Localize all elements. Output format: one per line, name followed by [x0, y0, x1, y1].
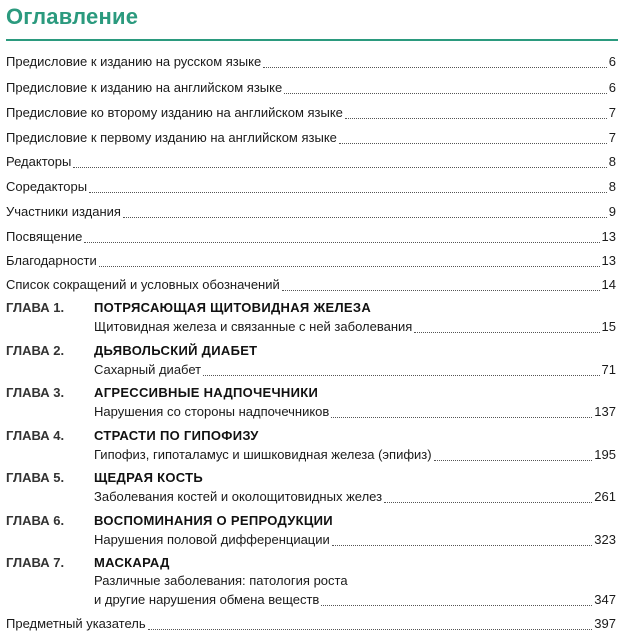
dot-leader: [331, 405, 592, 418]
chapter-label: ГЛАВА 7.: [6, 555, 65, 570]
toc-entry-page: 7: [608, 130, 616, 145]
toc-entry[interactable]: [6, 79, 616, 97]
toc-entry[interactable]: [6, 104, 616, 122]
toc-entry[interactable]: [6, 252, 616, 270]
dot-leader: [148, 617, 593, 630]
toc-entry-text: Предметный указатель: [6, 616, 146, 631]
toc-entry[interactable]: [6, 276, 616, 294]
chapter-label: ГЛАВА 3.: [6, 385, 65, 400]
chapter-subtitle: Сахарный диабет: [94, 362, 202, 377]
toc-entry-page: 397: [594, 616, 616, 631]
dot-leader: [384, 490, 592, 503]
chapter-entry[interactable]: [94, 318, 616, 336]
chapter-subtitle: Нарушения со стороны надпочечников: [94, 404, 330, 419]
toc-entry[interactable]: [6, 129, 616, 147]
dot-leader: [263, 55, 607, 68]
dot-leader: [123, 205, 607, 218]
chapter-title[interactable]: СТРАСТИ ПО ГИПОФИЗУ: [94, 428, 259, 443]
chapter-entry[interactable]: [94, 446, 616, 464]
toc-entry-page: 14: [601, 277, 616, 292]
toc-entry[interactable]: [6, 178, 616, 196]
dot-leader: [203, 363, 599, 376]
toc-entry-page: 9: [608, 204, 616, 219]
toc-entry-text: Благодарности: [6, 253, 97, 268]
chapter-entry[interactable]: [94, 403, 616, 421]
chapter-page: 71: [601, 362, 616, 377]
chapter-label: ГЛАВА 6.: [6, 513, 65, 528]
chapter-page: 261: [594, 489, 616, 504]
dot-leader: [339, 131, 607, 144]
chapter-subtitle-line1: Различные заболевания: патология роста: [94, 573, 348, 588]
toc-entry-page: 13: [601, 229, 616, 244]
toc-entry-text: Участники издания: [6, 204, 121, 219]
chapter-subtitle: Нарушения половой дифференциации: [94, 532, 330, 547]
dot-leader: [89, 180, 607, 193]
dot-leader: [99, 254, 600, 267]
toc-entry-text: Посвящение: [6, 229, 83, 244]
dot-leader: [321, 593, 592, 606]
chapter-entry[interactable]: [94, 591, 616, 609]
page-title: Оглавление: [6, 4, 139, 29]
chapter-label: ГЛАВА 2.: [6, 343, 65, 358]
chapter-title[interactable]: АГРЕССИВНЫЕ НАДПОЧЕЧНИКИ: [94, 385, 319, 400]
title-divider: [6, 39, 618, 41]
toc-entry-page: 8: [608, 179, 616, 194]
chapter-page: 195: [594, 447, 616, 462]
toc-entry-text: Предисловие к изданию на русском языке: [6, 54, 262, 69]
toc-entry-text: Предисловие к первому изданию на английском языке: [6, 130, 337, 145]
chapter-subtitle: Щитовидная железа и связанные с ней заболевания: [94, 319, 413, 334]
chapter-page: 323: [594, 532, 616, 547]
dot-leader: [282, 278, 600, 291]
chapter-subtitle: и другие нарушения обмена веществ: [94, 592, 320, 607]
chapter-entry[interactable]: [94, 531, 616, 549]
toc-entry-text: Предисловие к изданию на английском языке: [6, 80, 283, 95]
dot-leader: [73, 155, 606, 168]
chapter-entry[interactable]: [94, 361, 616, 379]
toc-entry-text: Редакторы: [6, 154, 72, 169]
toc-entry-page: 6: [608, 80, 616, 95]
toc-entry-text: Предисловие ко второму изданию на английском языке: [6, 105, 343, 120]
chapter-label: ГЛАВА 4.: [6, 428, 65, 443]
toc-entry-text: Соредакторы: [6, 179, 88, 194]
chapter-title[interactable]: ДЬЯВОЛЬСКИЙ ДИАБЕТ: [94, 343, 258, 358]
toc-entry[interactable]: [6, 228, 616, 246]
dot-leader: [414, 320, 599, 333]
toc-entry[interactable]: [6, 203, 616, 221]
chapter-entry[interactable]: [94, 488, 616, 506]
chapter-title[interactable]: ЩЕДРАЯ КОСТЬ: [94, 470, 204, 485]
dot-leader: [84, 230, 599, 243]
toc-entry-text: Список сокращений и условных обозначений: [6, 277, 280, 292]
dot-leader: [345, 106, 607, 119]
toc-entry-page: 7: [608, 105, 616, 120]
dot-leader: [284, 81, 607, 94]
toc-entry-page: 13: [601, 253, 616, 268]
toc-entry-index[interactable]: [6, 615, 616, 633]
dot-leader: [332, 533, 593, 546]
toc-entry-page: 6: [608, 54, 616, 69]
chapter-label: ГЛАВА 1.: [6, 300, 65, 315]
chapter-page: 347: [594, 592, 616, 607]
chapter-title[interactable]: ВОСПОМИНАНИЯ О РЕПРОДУКЦИИ: [94, 513, 333, 528]
chapter-title[interactable]: МАСКАРАД: [94, 555, 170, 570]
chapter-subtitle: Заболевания костей и околощитовидных желез: [94, 489, 383, 504]
chapter-page: 15: [601, 319, 616, 334]
chapter-subtitle: Гипофиз, гипоталамус и шишковидная железа (эпифиз): [94, 447, 432, 462]
toc-entry[interactable]: [6, 53, 616, 71]
chapter-title[interactable]: ПОТРЯСАЮЩАЯ ЩИТОВИДНАЯ ЖЕЛЕЗА: [94, 300, 372, 315]
dot-leader: [434, 448, 593, 461]
chapter-label: ГЛАВА 5.: [6, 470, 65, 485]
toc-entry[interactable]: [6, 153, 616, 171]
chapter-page: 137: [594, 404, 616, 419]
toc-entry-page: 8: [608, 154, 616, 169]
